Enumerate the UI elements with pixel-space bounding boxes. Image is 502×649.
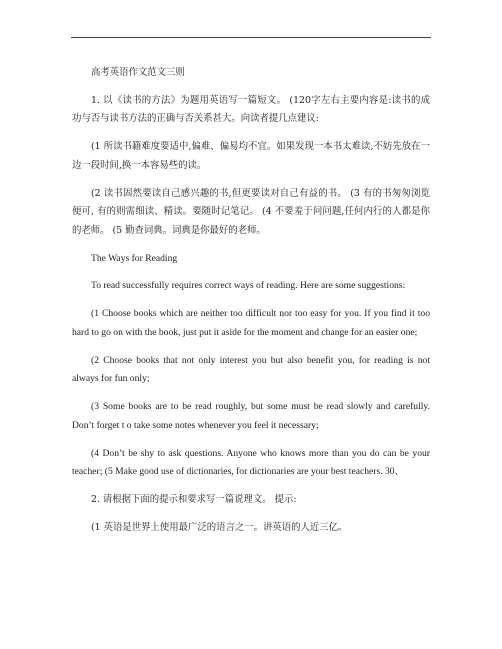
essay-suggestion-3: (3 Some books are to be read roughly, but some must be read slowly and carefully. Don’t forget t o take some notes whenever you feel it necessary; [72, 401, 430, 431]
paragraph-task1-points2-5: (2 读书固然要读自己感兴趣的书,但更要读对自己有益的书。 (3 有的书匆匆浏览便可, 有的则需细读、精读。要随时记笔记。 (4 不要羞于问问题,任何内行的人都是你的老师。 (5 勤查词典。词典是你最好的老师。 [72, 187, 430, 236]
document-body [72, 64, 430, 547]
essay-intro: To read successfully requires correct ways of reading. Here are some suggestions: [91, 280, 406, 292]
document-title: 高考英语作文范文三则 [91, 67, 185, 78]
essay-suggestion-4-5: (4 Don’t be shy to ask questions. Anyone who knows more than you do can be your teacher; (5 Make good use of dictionaries, for dictionaries are your best teachers. 30、 [72, 447, 430, 478]
paragraph-task2-point1: (1 英语是世界上使用最广泛的语言之一。讲英语的人近三亿。 [91, 521, 348, 533]
essay-suggestion-2: (2 Choose books that not only interest you but also benefit you, for reading is not always for fun only; [72, 354, 430, 385]
essay-title: The Ways for Reading [91, 252, 178, 264]
essay-suggestion-1: (1 Choose books which are neither too difficult nor too easy for you. If you find it too hard to go on with the book, just put it aside for the moment and change for an easier one; [72, 308, 430, 338]
paragraph-task2-intro: 2. 请根据下面的提示和要求写一篇说理文。 提示: [91, 493, 297, 505]
header-rule [71, 37, 431, 38]
paragraph-task1-point1: (1 所读书籍难度要适中,偏难、偏易均不宜。如果发现一本书太难读,不妨先放在一边一段时间,换一本容易些的读。 [72, 141, 430, 171]
paragraph-task1-intro: 1. 以《读书的方法》为题用英语写一篇短文。 (120字左右主要内容是:读书的成功与否与读书方法的正确与否关系甚大。向读者提几点建议: [72, 94, 430, 125]
